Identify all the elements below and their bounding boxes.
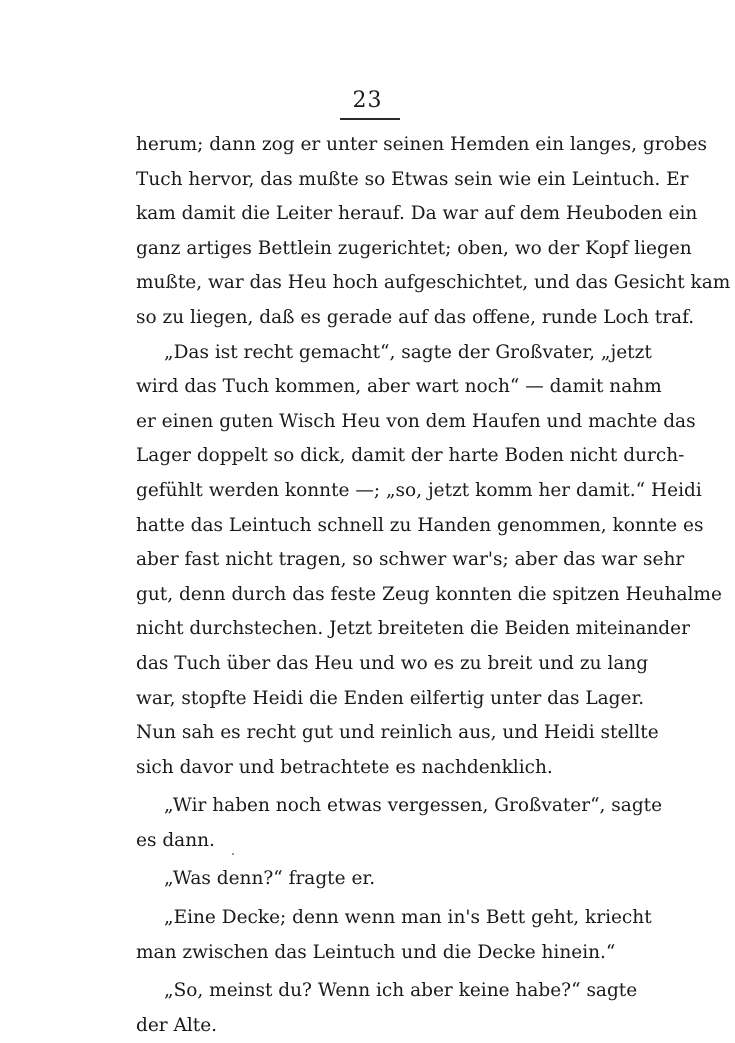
- text-line: „So, meinst du? Wenn ich aber keine habe?“ sagte: [164, 980, 638, 1002]
- page-number: 23: [352, 88, 383, 113]
- text-line: gut, denn durch das feste Zeug konnten die spitzen Heuhalme: [136, 583, 722, 605]
- text-line: so zu liegen, daß es gerade auf das offene, runde Loch traf.: [136, 306, 695, 328]
- text-line: nicht durchstechen. Jetzt breiteten die Beiden miteinander: [136, 618, 690, 640]
- body-text: [136, 128, 731, 1043]
- header-rule: [340, 118, 400, 120]
- text-line: „Eine Decke; denn wenn man in's Bett geht, kriecht: [164, 907, 652, 929]
- text-line: Nun sah es recht gut und reinlich aus, und Heidi stellte: [136, 722, 659, 744]
- text-line: herum; dann zog er unter seinen Hemden ein langes, grobes: [136, 134, 707, 155]
- text-line: „Was denn?“ fragte er.: [164, 868, 376, 890]
- text-line: Lager doppelt so dick, damit der harte Boden nicht durch-: [136, 445, 685, 467]
- text-line: wird das Tuch kommen, aber wart noch“ — damit nahm: [136, 376, 662, 398]
- text-line: „Wir haben noch etwas vergessen, Großvater“, sagte: [164, 795, 663, 817]
- text-line: Tuch hervor, das mußte so Etwas sein wie ein Leintuch. Er: [136, 168, 689, 190]
- text-line: er einen guten Wisch Heu von dem Haufen und machte das: [136, 410, 696, 432]
- text-line: es dann.: [136, 829, 215, 851]
- text-line: das Tuch über das Heu und wo es zu breit und zu lang: [136, 652, 649, 674]
- text-line: gefühlt werden konnte —; „so, jetzt komm her damit.“ Heidi: [136, 479, 702, 501]
- paper-speck: [232, 853, 234, 855]
- text-line: aber fast nicht tragen, so schwer war's; aber das war sehr: [136, 549, 685, 571]
- text-line: war, stopfte Heidi die Enden eilfertig unter das Lager.: [136, 687, 645, 709]
- text-line: mußte, war das Heu hoch aufgeschichtet, und das Gesicht kam: [136, 272, 731, 294]
- text-line: der Alte.: [136, 1014, 218, 1036]
- text-line: „Das ist recht gemacht“, sagte der Großvater, „jetzt: [164, 341, 652, 363]
- text-line: kam damit die Leiter herauf. Da war auf dem Heuboden ein: [136, 203, 698, 225]
- text-line: man zwischen das Leintuch und die Decke hinein.“: [136, 941, 616, 963]
- text-line: sich davor und betrachtete es nachdenklich.: [136, 756, 553, 778]
- text-line: hatte das Leintuch schnell zu Handen genommen, konnte es: [136, 514, 704, 536]
- text-line: ganz artiges Bettlein zugerichtet; oben, wo der Kopf liegen: [136, 237, 692, 259]
